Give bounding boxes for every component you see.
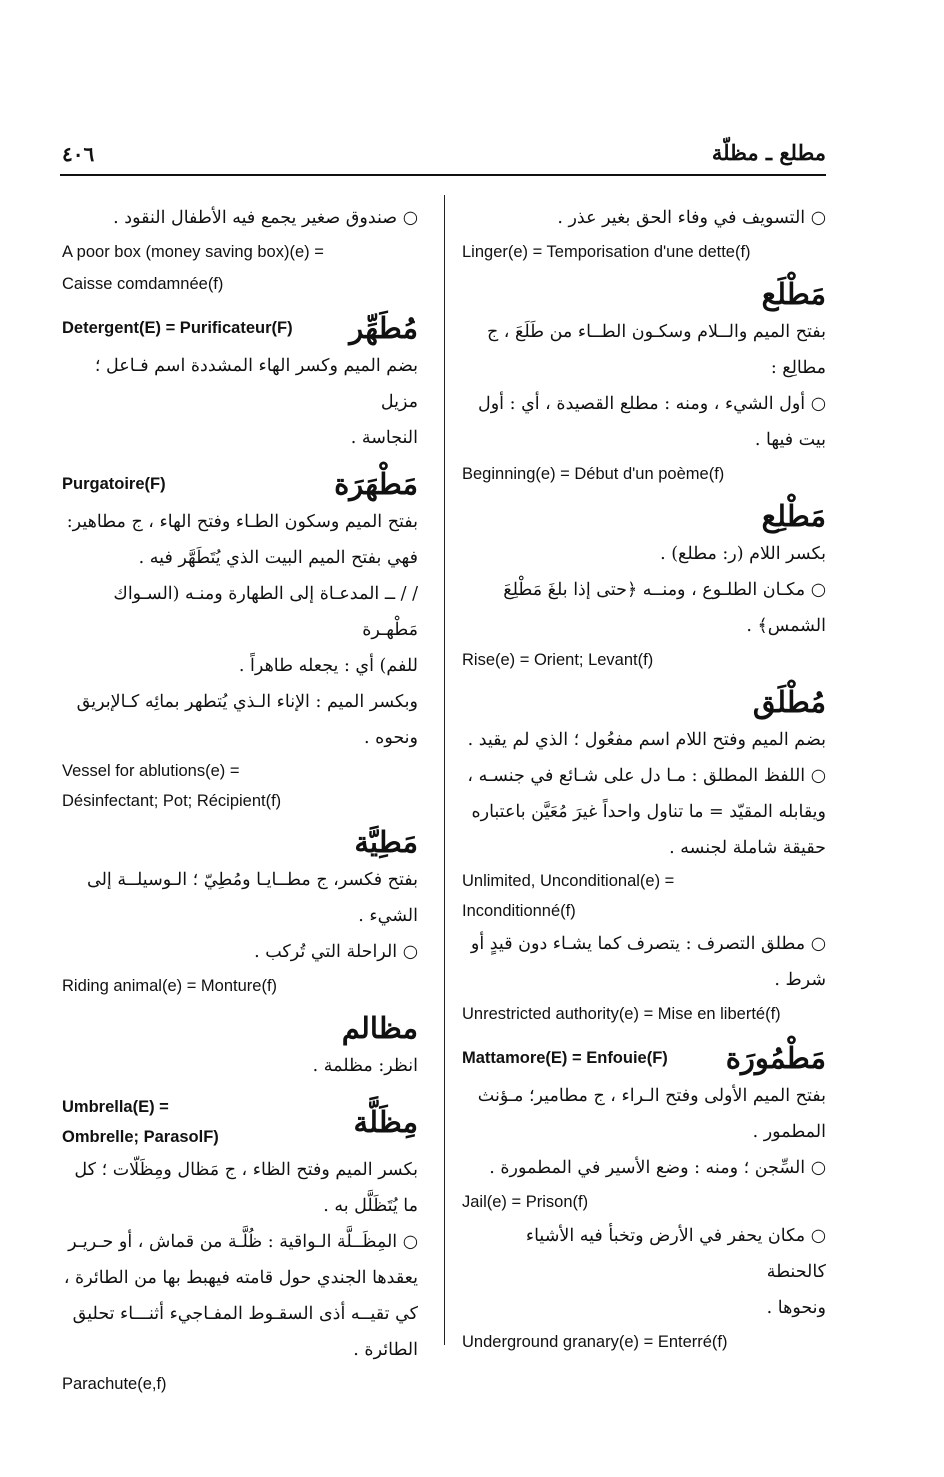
entry-headword: مَطْهَرَة <box>334 467 418 501</box>
definition-line: ○ مكـان الطلـوع ، ومنــه ﴿حتى إذا بلغَ مَطْلِعَ <box>462 572 826 608</box>
translation-line: Parachute(e,f) <box>62 1375 167 1393</box>
definition-line: ○ أول الشيء ، ومنه : مطلع القصيدة ، أي : أول <box>462 386 826 422</box>
entry-heading-row <box>62 1092 418 1152</box>
entry-translation-heading: Purgatoire(F) <box>62 475 166 493</box>
entry-headword: مَطِيَّة <box>354 825 418 859</box>
entry-translation-heading: Detergent(E) = Purificateur(F) <box>62 319 293 337</box>
definition-line: ○ مطلق التصرف : يتصرف كما يشـاء دون قيدٍ أو <box>462 926 826 962</box>
definition-line: بضم الميم وفتح اللام اسم مفعُول ؛ الذي لم يقيد . <box>467 730 826 750</box>
page-number: ٤٠٦ <box>62 142 95 166</box>
entry-headword: مُطَهِّر <box>349 311 418 345</box>
translation-line: Vessel for ablutions(e) = <box>62 762 240 780</box>
translation-block <box>62 1092 219 1152</box>
definition-line: يعقدها الجندي حول قامته فيهبط بها من الطائرة ، <box>63 1268 418 1288</box>
translation-line: Beginning(e) = Début d'un poème(f) <box>462 465 725 483</box>
translation-line: Jail(e) = Prison(f) <box>462 1193 589 1211</box>
running-head: مطلع ـ مظلّة <box>711 140 826 165</box>
right-column <box>462 200 826 1358</box>
left-column <box>62 200 418 1400</box>
definition-line: / / ــ المدعـاة إلى الطهارة ومنـه (السـواك مَطْهـرة <box>113 584 418 640</box>
definition-line: ونحوه . <box>364 728 418 748</box>
definition-line: ○ صندوق صغير يجمع فيه الأطفال النقود . <box>62 200 418 236</box>
translation-line: Linger(e) = Temporisation d'une dette(f) <box>462 243 751 261</box>
entry-heading-row <box>62 308 418 348</box>
definition-line: الشيء . <box>358 906 418 926</box>
definition-line: وبكسر الميم : الإناء الـذي يُتطهر بمائِه كـالإبريق <box>76 692 418 712</box>
entry-heading-row <box>462 1038 826 1078</box>
translation-line: Rise(e) = Orient; Levant(f) <box>462 651 654 669</box>
definition-line: مطالِع : <box>770 358 826 378</box>
column-divider <box>444 195 445 1345</box>
entry-headword: مَطْلَع <box>761 277 826 311</box>
definition-line: ○ المِظَــلَّة الـواقية : ظُلَّـة من قماش ، أو حـريـر <box>62 1224 418 1260</box>
definition-line: بيت فيها . <box>754 430 826 450</box>
definition-line: ○ الراحلة التي تُركب . <box>62 934 418 970</box>
page-header <box>60 140 826 176</box>
definition-line: بكسر اللام (ر: مطلع) . <box>660 544 826 564</box>
definition-line: ○ السِّجن ؛ ومنه : وضع الأسير في المطمورة . <box>462 1150 826 1186</box>
definition-line: بفتح الميم وسكون الطـاء وفتح الهاء ، ج مطاهير: <box>66 512 418 532</box>
definition-line: ويقابله المقيّد = ما تناول واحداً غيرَ مُعَيَّن باعتباره <box>471 802 826 822</box>
definition-line: بفتح الميم والــلام وسكـون الطــاء من طَلَعَ ، ج <box>486 322 826 342</box>
definition-line: ○ التسويف في وفاء الحق بغير عذر . <box>462 200 826 236</box>
definition-line: النجاسة . <box>350 428 418 448</box>
translation-block <box>462 866 826 926</box>
translation-line: Inconditionné(f) <box>462 902 576 920</box>
entry-heading-row <box>62 464 418 504</box>
definition-line: بضم الميم وكسر الهاء المشددة اسم فـاعل ؛ مزيل <box>94 356 418 412</box>
definition-line: حقيقة شاملة لجنسه . <box>669 838 826 858</box>
entry-headword: مُطْلَق <box>752 685 826 719</box>
translation-line: A poor box (money saving box)(e) = <box>62 243 324 261</box>
entry-translation-heading: Ombrelle; ParasolF) <box>62 1128 219 1146</box>
entry-translation-heading: Mattamore(E) = Enfouie(F) <box>462 1049 668 1067</box>
entry-headword: مَطْلِع <box>761 499 826 533</box>
translation-line: Underground granary(e) = Enterré(f) <box>462 1333 728 1351</box>
definition-line: ○ اللفظ المطلق : مـا دل على شـائع في جنسـه ، <box>462 758 826 794</box>
definition-line: الشمس﴾ . <box>746 616 826 636</box>
translation-line: Caisse comdamnée(f) <box>62 275 224 293</box>
definition-line: بكسر الميم وفتح الظاء ، ج مَظال ومِظَلّات ؛ كل <box>74 1160 418 1180</box>
translation-line: Unrestricted authority(e) = Mise en liberté(f) <box>462 1005 781 1023</box>
definition-line: بفتح الميم الأولى وفتح الـراء ، ج مطامير؛ مـؤنث <box>477 1086 826 1106</box>
definition-line: الطائرة . <box>353 1340 418 1360</box>
definition-line: ما يُتَظَلَّل به . <box>323 1196 418 1216</box>
entry-headword: مِظَلَّة <box>353 1105 418 1139</box>
translation-line: Unlimited, Unconditional(e) = <box>462 872 675 890</box>
entry-headword: مَطْمُورَة <box>725 1041 826 1075</box>
translation-block <box>62 756 418 816</box>
definition-line: ونحوها . <box>766 1298 826 1318</box>
definition-line: ○ مكان يحفر في الأرض وتخبأ فيه الأشياء كالحنطة <box>462 1218 826 1290</box>
definition-line: كي تقيــه أذى السقـوط المفـاجيء أثنـــاء تحليق <box>72 1304 418 1324</box>
definition-line: المطمور . <box>752 1122 826 1142</box>
translation-line: Désinfectant; Pot; Récipient(f) <box>62 792 282 810</box>
definition-line: للفم) أي : يجعله طاهراً . <box>238 656 418 676</box>
entry-headword: مظالم <box>341 1011 418 1045</box>
definition-line: بفتح فكسر، ج مطــايـا ومُطِيّ ؛ الـوسيلــة إلى <box>87 870 418 890</box>
translation-line: Riding animal(e) = Monture(f) <box>62 977 278 995</box>
definition-line: شرط . <box>774 970 826 990</box>
definition-line: فهي بفتح الميم البيت الذي يُتَطَهَّر فيه . <box>138 548 418 568</box>
entry-translation-heading: Umbrella(E) = <box>62 1098 169 1116</box>
definition-line: انظر: مظلمة . <box>312 1056 418 1076</box>
